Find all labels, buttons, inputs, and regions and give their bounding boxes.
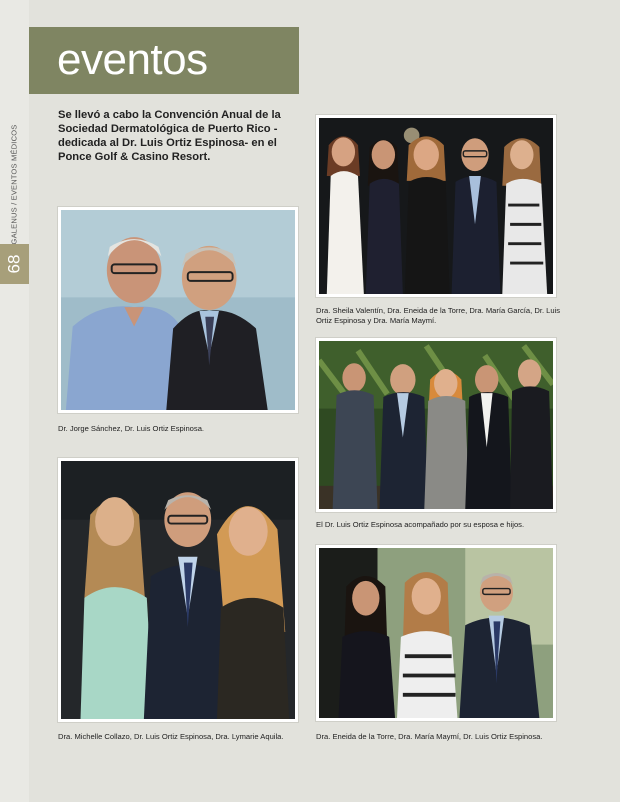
title-band — [29, 27, 299, 94]
photo-two-men — [58, 207, 298, 413]
photo-trio — [58, 458, 298, 722]
section-label — [7, 124, 21, 244]
page-spine — [0, 0, 29, 802]
caption-photo-4: El Dr. Luis Ortiz Espinosa acompañado por su esposa e hijos. — [316, 520, 525, 529]
caption-photo-3: Dra. Sheila Valentín, Dra. Eneida de la Torre, Dra. María García, Dr. Luis Ortiz Espinosa y Dra. María Maymí. — [316, 306, 561, 325]
caption-photo-2: Dra. Michelle Collazo, Dr. Luis Ortiz Espinosa, Dra. Lymarie Aquila. — [58, 732, 284, 741]
photo-group-five-image — [319, 118, 553, 294]
caption-photo-1: Dr. Jorge Sánchez, Dr. Luis Ortiz Espinosa. — [58, 424, 205, 433]
photo-trio-two-image — [319, 548, 553, 718]
section-label-text: GALENUS / EVENTOS MÉDICOS — [9, 124, 19, 244]
page-number-tab — [0, 244, 29, 284]
photo-trio-image — [61, 461, 295, 719]
photo-family — [316, 338, 556, 512]
page-number: 68 — [4, 254, 24, 274]
photo-group-five — [316, 115, 556, 297]
photo-family-image — [319, 341, 553, 509]
caption-photo-5: Dra. Eneida de la Torre, Dra. María Maymí, Dr. Luis Ortiz Espinosa. — [316, 732, 543, 741]
photo-two-men-image — [61, 210, 295, 410]
photo-trio-two — [316, 545, 556, 721]
page-title: eventos — [57, 35, 208, 84]
intro-paragraph: Se llevó a cabo la Convención Anual de la Sociedad Dermatológica de Puerto Rico -dedicada al Dr. Luis Ortiz Espinosa- en el Ponce Golf & Casino Resort. — [58, 109, 281, 163]
